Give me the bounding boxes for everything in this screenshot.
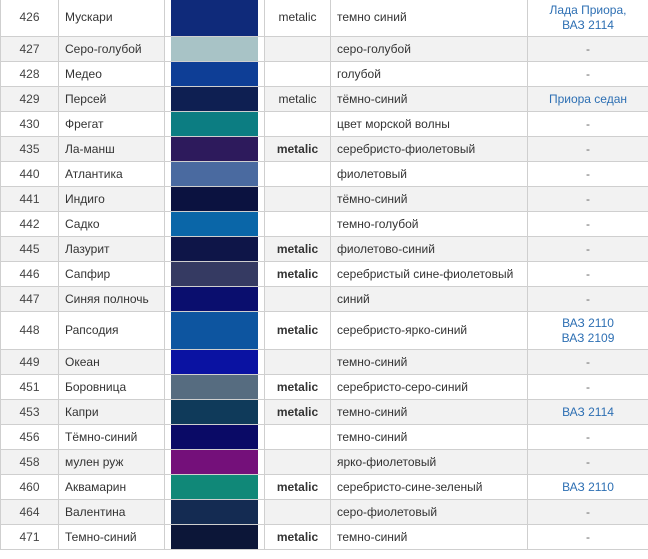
- car-model-text: -: [586, 529, 590, 544]
- color-description-cell: темно-голубой: [331, 212, 528, 237]
- car-model-link[interactable]: Приора седан: [548, 91, 628, 106]
- color-swatch-cell: [165, 112, 265, 137]
- color-swatch-cell: [165, 262, 265, 287]
- color-name-cell: Капри: [59, 400, 165, 425]
- color-swatch: [171, 62, 258, 86]
- color-swatch-cell: [165, 287, 265, 312]
- color-swatch-cell: [165, 62, 265, 87]
- color-code-cell: 456: [1, 425, 59, 450]
- color-swatch-cell: [165, 187, 265, 212]
- car-model-link[interactable]: ВАЗ 2110: [562, 479, 614, 494]
- color-name-cell: Рапсодия: [59, 312, 165, 350]
- car-models-cell: [528, 475, 648, 500]
- color-swatch: [171, 87, 258, 111]
- color-description-cell: темно-синий: [331, 350, 528, 375]
- color-swatch-cell: [165, 500, 265, 525]
- color-name-cell: Персей: [59, 87, 165, 112]
- color-swatch-cell: [165, 450, 265, 475]
- color-name-cell: Синяя полночь: [59, 287, 165, 312]
- color-description-cell: цвет морской волны: [331, 112, 528, 137]
- car-model-text: -: [586, 354, 590, 369]
- color-description-cell: темно-синий: [331, 425, 528, 450]
- finish-cell: [265, 162, 331, 187]
- color-swatch-cell: [165, 237, 265, 262]
- car-models-cell: [528, 62, 648, 87]
- color-description-cell: серебристо-сине-зеленый: [331, 475, 528, 500]
- table-row: [1, 37, 648, 62]
- table-row: [1, 312, 648, 350]
- table-row: [1, 375, 648, 400]
- color-description-cell: ярко-фиолетовый: [331, 450, 528, 475]
- color-swatch-cell: [165, 0, 265, 37]
- color-name-cell: Темно-синий: [59, 525, 165, 550]
- color-description-cell: серо-голубой: [331, 37, 528, 62]
- color-code-cell: 447: [1, 287, 59, 312]
- color-description-cell: серебристо-серо-синий: [331, 375, 528, 400]
- car-model-link[interactable]: ВАЗ 2110: [562, 315, 614, 330]
- car-model-text: -: [586, 429, 590, 444]
- table-row: [1, 237, 648, 262]
- color-code-cell: 464: [1, 500, 59, 525]
- car-model-text: -: [586, 291, 590, 306]
- paint-color-table-body: [1, 0, 648, 550]
- color-swatch: [171, 400, 258, 424]
- color-swatch: [171, 0, 258, 36]
- car-models-cell: [528, 450, 648, 475]
- finish-cell: metalic: [265, 375, 331, 400]
- color-swatch-cell: [165, 525, 265, 550]
- color-name-cell: Валентина: [59, 500, 165, 525]
- color-code-cell: 442: [1, 212, 59, 237]
- table-row: [1, 425, 648, 450]
- car-model-link[interactable]: ВАЗ 2114: [562, 404, 614, 419]
- car-model-text: -: [586, 141, 590, 156]
- color-code-cell: 449: [1, 350, 59, 375]
- car-models-cell: [528, 287, 648, 312]
- color-code-cell: 435: [1, 137, 59, 162]
- color-code-cell: 428: [1, 62, 59, 87]
- finish-cell: metalic: [265, 262, 331, 287]
- color-swatch: [171, 525, 258, 549]
- finish-cell: [265, 450, 331, 475]
- car-models-cell: [528, 187, 648, 212]
- color-description-cell: синий: [331, 287, 528, 312]
- color-description-cell: серебристо-фиолетовый: [331, 137, 528, 162]
- color-name-cell: Мускари: [59, 0, 165, 37]
- color-swatch-cell: [165, 350, 265, 375]
- table-row: [1, 112, 648, 137]
- color-name-cell: Фрегат: [59, 112, 165, 137]
- color-swatch: [171, 287, 258, 311]
- color-swatch: [171, 187, 258, 211]
- color-swatch: [171, 312, 258, 349]
- car-models-cell: [528, 525, 648, 550]
- car-models-cell: [528, 425, 648, 450]
- color-code-cell: 448: [1, 312, 59, 350]
- car-model-text: -: [586, 266, 590, 281]
- finish-cell: [265, 112, 331, 137]
- table-row: [1, 62, 648, 87]
- table-row: [1, 287, 648, 312]
- color-description-cell: фиолетовый: [331, 162, 528, 187]
- color-swatch: [171, 212, 258, 236]
- car-models-cell: [528, 312, 648, 350]
- car-model-link[interactable]: ВАЗ 2114: [562, 17, 614, 32]
- color-name-cell: Ла-манш: [59, 137, 165, 162]
- color-swatch: [171, 475, 258, 499]
- color-name-cell: Тёмно-синий: [59, 425, 165, 450]
- color-swatch-cell: [165, 87, 265, 112]
- finish-cell: metalic: [265, 137, 331, 162]
- finish-cell: metalic: [265, 312, 331, 350]
- finish-cell: [265, 500, 331, 525]
- color-code-cell: 453: [1, 400, 59, 425]
- car-models-cell: [528, 112, 648, 137]
- color-code-cell: 458: [1, 450, 59, 475]
- color-code-cell: 429: [1, 87, 59, 112]
- color-description-cell: темно-синий: [331, 525, 528, 550]
- finish-cell: metalic: [265, 400, 331, 425]
- color-name-cell: Океан: [59, 350, 165, 375]
- table-row: [1, 500, 648, 525]
- car-model-text: -: [586, 379, 590, 394]
- car-model-text: -: [586, 116, 590, 131]
- color-code-cell: 440: [1, 162, 59, 187]
- car-models-cell: [528, 262, 648, 287]
- color-swatch-cell: [165, 162, 265, 187]
- car-models-cell: [528, 162, 648, 187]
- car-model-text: -: [586, 166, 590, 181]
- color-name-cell: Серо-голубой: [59, 37, 165, 62]
- table-row: [1, 450, 648, 475]
- car-models-cell: [528, 212, 648, 237]
- finish-cell: [265, 350, 331, 375]
- color-swatch-cell: [165, 137, 265, 162]
- finish-cell: metalic: [265, 0, 331, 37]
- color-name-cell: Атлантика: [59, 162, 165, 187]
- color-swatch: [171, 350, 258, 374]
- color-description-cell: тёмно-синий: [331, 87, 528, 112]
- car-model-text: -: [586, 241, 590, 256]
- car-model-text: -: [586, 504, 590, 519]
- color-swatch: [171, 500, 258, 524]
- table-row: [1, 187, 648, 212]
- table-row: [1, 162, 648, 187]
- color-code-cell: 471: [1, 525, 59, 550]
- table-row: [1, 262, 648, 287]
- finish-cell: [265, 187, 331, 212]
- finish-cell: [265, 37, 331, 62]
- car-models-cell: [528, 137, 648, 162]
- color-swatch-cell: [165, 375, 265, 400]
- car-models-cell: [528, 37, 648, 62]
- color-swatch-cell: [165, 212, 265, 237]
- color-description-cell: серо-фиолетовый: [331, 500, 528, 525]
- car-model-text: -: [586, 41, 590, 56]
- table-row: [1, 0, 648, 37]
- car-model-text: -: [586, 66, 590, 81]
- color-swatch: [171, 137, 258, 161]
- color-code-cell: 441: [1, 187, 59, 212]
- finish-cell: [265, 212, 331, 237]
- table-row: [1, 87, 648, 112]
- table-row: [1, 350, 648, 375]
- car-models-cell: [528, 350, 648, 375]
- color-swatch-cell: [165, 475, 265, 500]
- color-swatch: [171, 450, 258, 474]
- color-description-cell: фиолетово-синий: [331, 237, 528, 262]
- color-name-cell: Лазурит: [59, 237, 165, 262]
- finish-cell: metalic: [265, 87, 331, 112]
- color-code-cell: 445: [1, 237, 59, 262]
- color-code-cell: 446: [1, 262, 59, 287]
- color-name-cell: Индиго: [59, 187, 165, 212]
- car-model-link[interactable]: Лада Приора,: [549, 2, 627, 17]
- color-description-cell: голубой: [331, 62, 528, 87]
- color-description-cell: серебристо-ярко-синий: [331, 312, 528, 350]
- color-swatch: [171, 112, 258, 136]
- table-row: [1, 137, 648, 162]
- color-swatch-cell: [165, 312, 265, 350]
- color-description-cell: серебристый сине-фиолетовый: [331, 262, 528, 287]
- color-swatch: [171, 237, 258, 261]
- color-code-cell: 430: [1, 112, 59, 137]
- car-models-cell: [528, 87, 648, 112]
- color-swatch: [171, 425, 258, 449]
- color-name-cell: Аквамарин: [59, 475, 165, 500]
- color-swatch: [171, 162, 258, 186]
- finish-cell: metalic: [265, 237, 331, 262]
- car-models-cell: [528, 400, 648, 425]
- car-model-text: -: [586, 191, 590, 206]
- color-code-cell: 460: [1, 475, 59, 500]
- color-code-cell: 451: [1, 375, 59, 400]
- color-description-cell: темно-синий: [331, 400, 528, 425]
- color-code-cell: 426: [1, 0, 59, 37]
- finish-cell: [265, 425, 331, 450]
- car-models-cell: [528, 0, 648, 37]
- finish-cell: metalic: [265, 525, 331, 550]
- color-swatch-cell: [165, 400, 265, 425]
- car-model-text: -: [586, 216, 590, 231]
- table-row: [1, 212, 648, 237]
- finish-cell: [265, 62, 331, 87]
- car-model-link[interactable]: ВАЗ 2109: [561, 330, 615, 345]
- color-swatch-cell: [165, 37, 265, 62]
- car-model-text: -: [586, 454, 590, 469]
- color-code-cell: 427: [1, 37, 59, 62]
- car-models-cell: [528, 375, 648, 400]
- color-swatch-cell: [165, 425, 265, 450]
- color-name-cell: Садко: [59, 212, 165, 237]
- color-swatch: [171, 375, 258, 399]
- finish-cell: metalic: [265, 475, 331, 500]
- color-name-cell: Боровница: [59, 375, 165, 400]
- table-row: [1, 525, 648, 550]
- color-swatch: [171, 37, 258, 61]
- table-row: [1, 475, 648, 500]
- table-row: [1, 400, 648, 425]
- color-name-cell: мулен руж: [59, 450, 165, 475]
- car-models-cell: [528, 237, 648, 262]
- finish-cell: [265, 287, 331, 312]
- color-swatch: [171, 262, 258, 286]
- car-models-cell: [528, 500, 648, 525]
- color-name-cell: Медео: [59, 62, 165, 87]
- color-description-cell: тёмно-синий: [331, 187, 528, 212]
- color-name-cell: Сапфир: [59, 262, 165, 287]
- color-description-cell: темно синий: [331, 0, 528, 37]
